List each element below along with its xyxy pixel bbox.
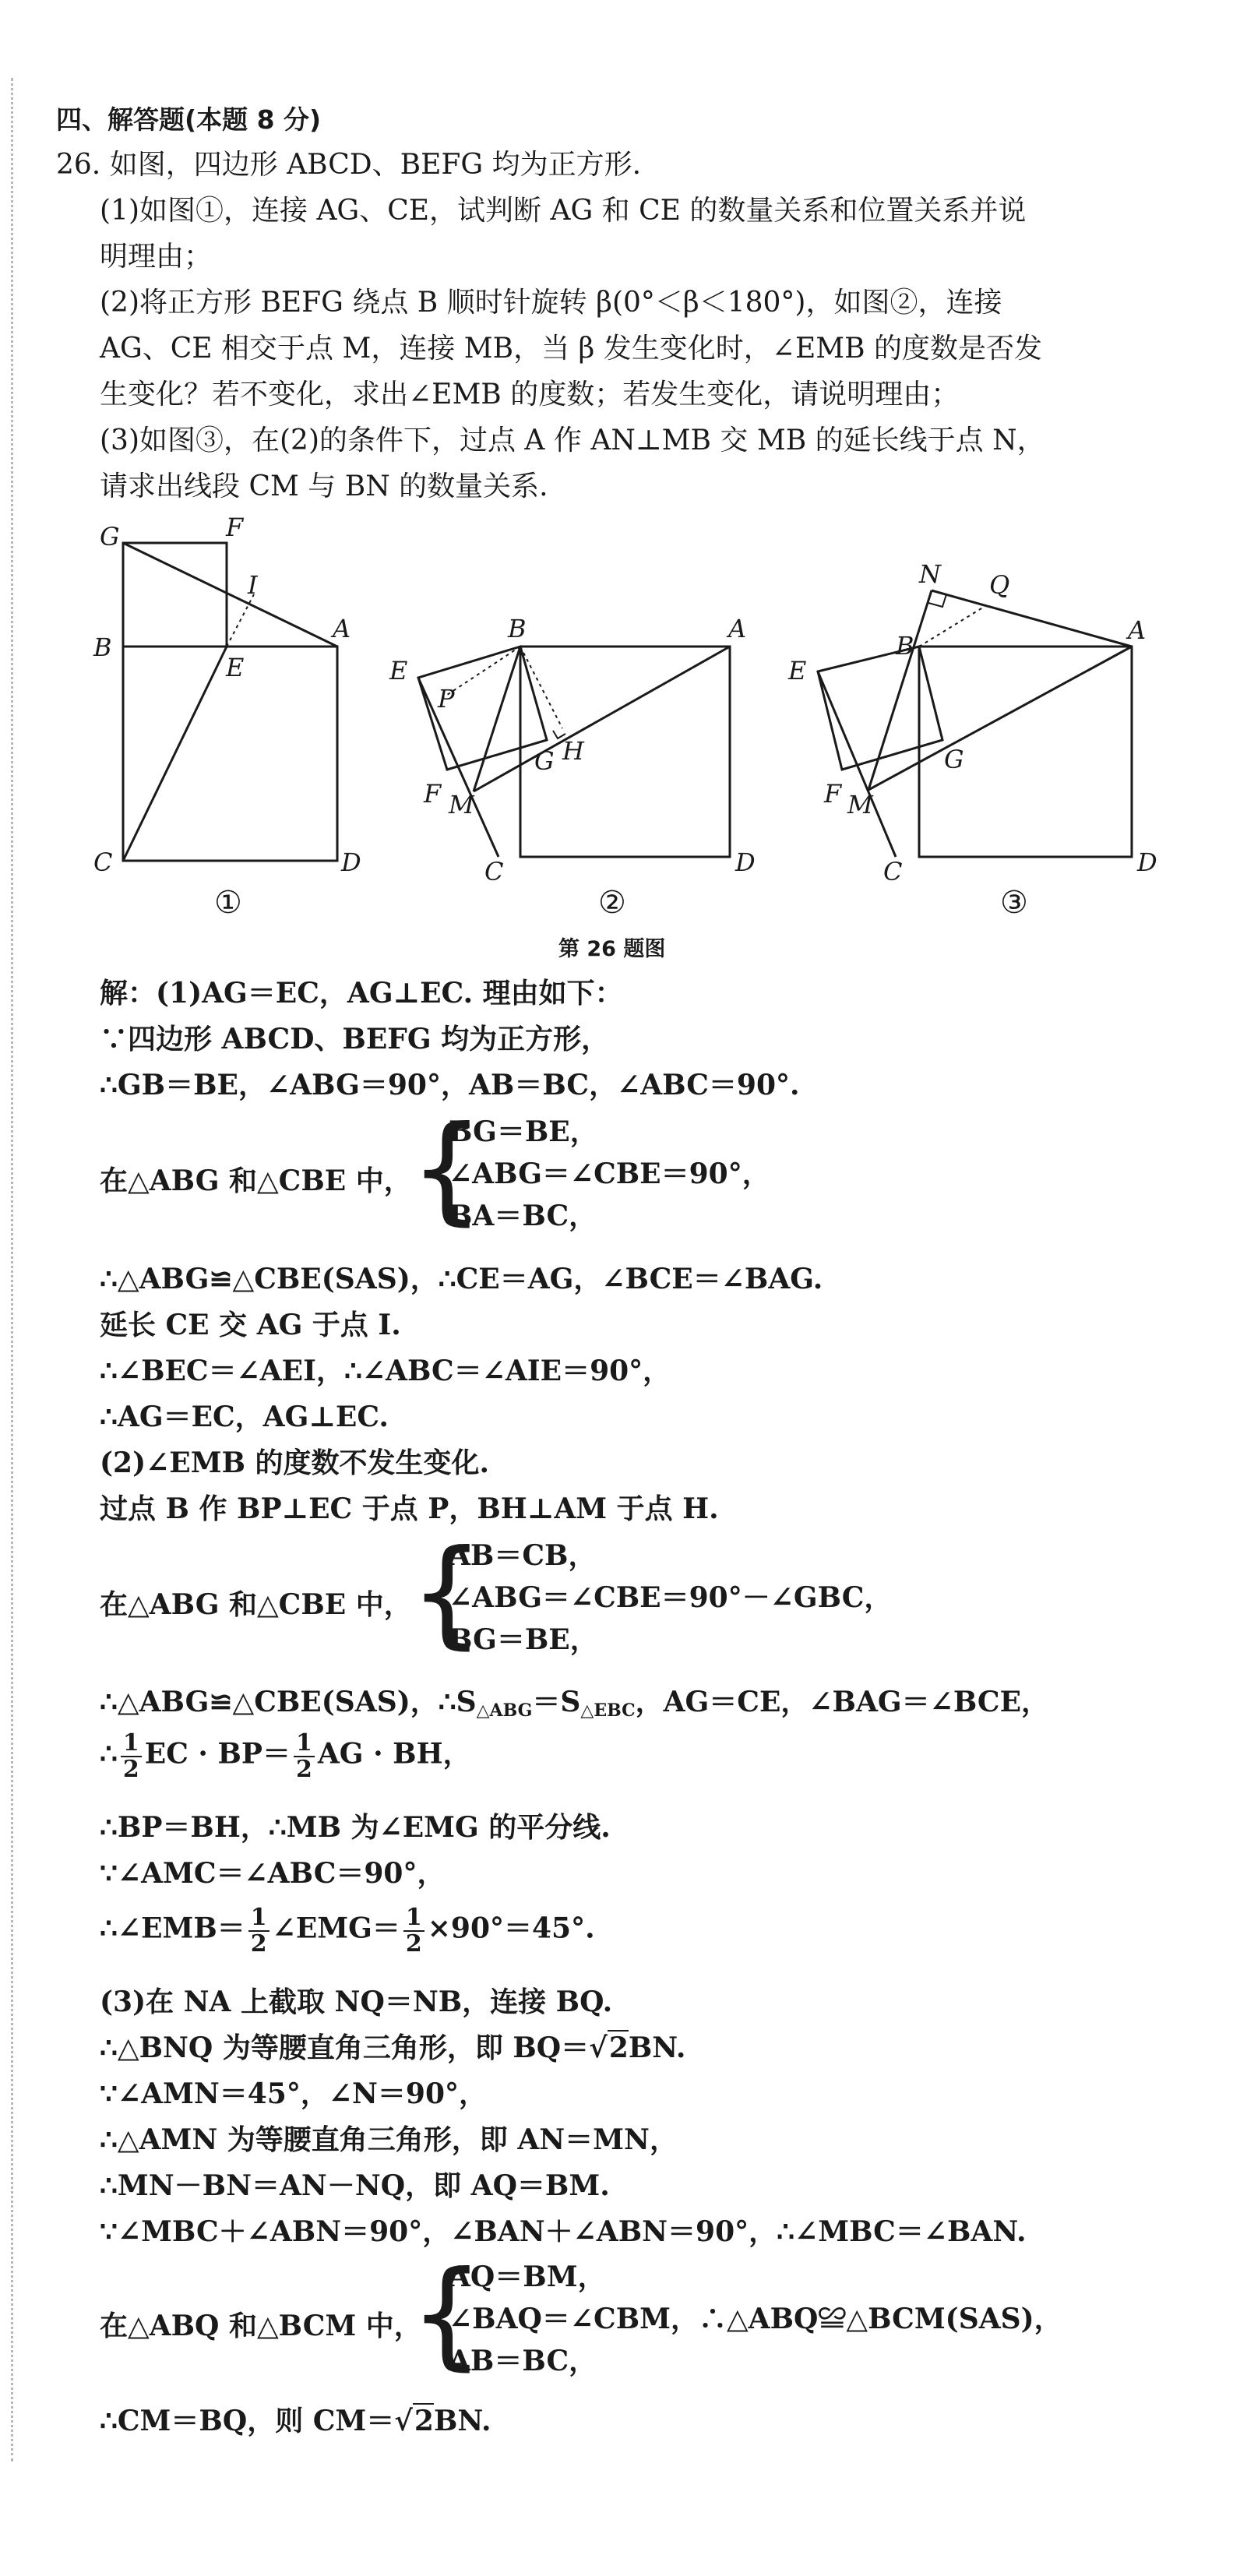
part1-line2: 明理由； xyxy=(100,241,213,273)
fig2-label-p: P xyxy=(438,684,455,714)
fraction-num: 1 xyxy=(121,1731,142,1757)
sol-system-1 xyxy=(449,1111,770,1237)
sys1-eq-2: ∠ABG＝∠CBE＝90°， xyxy=(449,1158,770,1190)
sol-line-12 xyxy=(100,1688,1049,1719)
sys2-eq-1: AB＝CB， xyxy=(449,1539,597,1572)
sol-12-sub-2: △EBC xyxy=(580,1700,636,1721)
sol-line-2: ∵四边形 ABCD、BEFG 均为正方形， xyxy=(100,1023,610,1055)
fraction-den: 2 xyxy=(405,1929,422,1958)
fig3-label-a: A xyxy=(1128,615,1147,645)
fig2-line-am xyxy=(474,647,730,791)
fig1-number: ① xyxy=(214,885,242,921)
fig3-label-d: D xyxy=(1137,848,1157,877)
fig1-square-befg xyxy=(123,543,227,647)
sys2-eq-2: ∠ABG＝∠CBE＝90°－∠GBC， xyxy=(449,1581,893,1614)
sol-system-2 xyxy=(449,1535,892,1661)
fig3-dotted-bq xyxy=(919,606,985,647)
fig2-label-m: M xyxy=(449,790,474,819)
sol-16-part-b: ∠EMG＝ xyxy=(272,1912,400,1945)
fraction-num: 1 xyxy=(248,1905,269,1932)
fraction-den: 2 xyxy=(295,1755,312,1783)
fig3-line-ec xyxy=(818,671,896,857)
sol-line-10: 过点 B 作 BP⊥EC 于点 P，BH⊥AM 于点 H. xyxy=(100,1492,719,1525)
sol-line-14: ∴BP＝BH，∴MB 为∠EMG 的平分线. xyxy=(100,1811,611,1844)
sol-line-22: ∵∠MBC＋∠ABN＝90°，∠BAN＋∠ABN＝90°，∴∠MBC＝∠BAN. xyxy=(100,2215,1027,2248)
sys1-eq-1: BG＝BE， xyxy=(449,1115,598,1148)
fraction-half xyxy=(294,1731,315,1781)
sol-line-9: (2)∠EMB 的度数不发生变化. xyxy=(100,1447,490,1479)
sys2-eq-3: BG＝BE， xyxy=(449,1623,598,1656)
fig2-label-a: A xyxy=(728,614,747,643)
part3-line1: (3)如图③，在(2)的条件下，过点 A 作 AN⊥MB 交 MB 的延长线于点 N， xyxy=(100,425,1045,456)
part3-line2: 请求出线段 CM 与 BN 的数量关系. xyxy=(100,470,548,502)
sol-18-part-b: BN. xyxy=(628,2032,686,2064)
sol-line-19: ∵∠AMN＝45°，∠N＝90°， xyxy=(100,2077,488,2110)
sol-line-17: (3)在 NA 上截取 NQ＝NB，连接 BQ. xyxy=(100,1986,613,2018)
sol-24-part-b: BN. xyxy=(433,2405,491,2437)
fig1-label-e: E xyxy=(226,653,245,682)
sol-13-part-a: ∴ xyxy=(100,1737,118,1771)
fig1-label-f: F xyxy=(226,513,244,542)
fig3-label-g: G xyxy=(944,745,964,774)
sqrt-radicand: 2 xyxy=(414,2405,434,2437)
fraction-num: 1 xyxy=(294,1731,315,1757)
part2-line2: AG、CE 相交于点 M，连接 MB，当 β 发生变化时，∠EMB 的度数是否发 xyxy=(100,333,1042,365)
problem-stem: 26. 如图，四边形 ABCD、BEFG 均为正方形. xyxy=(56,149,642,181)
fig3-line-na xyxy=(932,590,1132,647)
fig2-number: ② xyxy=(598,885,626,921)
fig2-label-e: E xyxy=(389,656,408,685)
fig1-line-ce xyxy=(123,647,227,861)
sol-line-16 xyxy=(100,1905,595,1956)
sol-line-8: ∴AG＝EC，AG⊥EC. xyxy=(100,1401,389,1433)
fig2-label-g: G xyxy=(534,746,555,776)
sol-12-part-a: ∴△ABG≌△CBE(SAS)，∴S xyxy=(100,1686,477,1718)
sol-line-24 xyxy=(100,2407,491,2435)
fig3-label-f: F xyxy=(824,779,842,809)
sys3-eq-1: AQ＝BM， xyxy=(449,2261,606,2293)
sqrt-radicand: 2 xyxy=(608,2032,629,2064)
sol-system-3 xyxy=(449,2256,1062,2382)
fraction-half xyxy=(248,1905,269,1956)
sol-18-part-a: ∴△BNQ 为等腰直角三角形，即 BQ＝√ xyxy=(100,2032,608,2064)
sol-12-part-b: ＝S xyxy=(532,1686,581,1718)
sol-line-6: 延长 CE 交 AG 于点 I. xyxy=(100,1309,401,1341)
fraction-half xyxy=(121,1731,142,1781)
fig2-label-d: D xyxy=(735,848,756,877)
fig3-label-b: B xyxy=(896,631,914,661)
fraction-half xyxy=(403,1905,425,1956)
fig3-label-q: Q xyxy=(989,570,1010,600)
figure-2-labels xyxy=(389,614,756,921)
sol-line-13 xyxy=(100,1731,471,1781)
sol-line-15: ∵∠AMC＝∠ABC＝90°， xyxy=(100,1857,446,1890)
fig1-label-i: I xyxy=(248,570,258,600)
sol-brace-3: { xyxy=(410,2247,484,2382)
sol-16-part-c: ×90°＝45°. xyxy=(427,1912,595,1945)
section-title: 四、解答题(本题 8 分) xyxy=(56,104,322,135)
sol-line-11-prefix: 在△ABG 和△CBE 中， xyxy=(100,1588,412,1621)
sol-13-part-b: EC · BP＝ xyxy=(144,1737,291,1771)
figure-1 xyxy=(123,543,337,861)
figure-3-labels xyxy=(787,559,1157,921)
fig2-label-b: B xyxy=(508,614,527,643)
sol-13-part-c: AG · BH， xyxy=(317,1737,471,1771)
sys1-eq-3: BA＝BC， xyxy=(449,1200,597,1232)
part2-line1: (2)将正方形 BEFG 绕点 B 顺时针旋转 β(0°＜β＜180°)，如图②，连接 xyxy=(100,287,1002,319)
fig3-label-m: M xyxy=(847,790,873,819)
sys3-eq-2: ∠BAQ＝∠CBM，∴△ABQ≌△BCM(SAS)， xyxy=(449,2303,1062,2335)
fig2-dotted-bh xyxy=(520,647,562,728)
fig3-number: ③ xyxy=(1000,885,1028,921)
fig1-label-d: D xyxy=(341,848,361,877)
sol-brace-1: { xyxy=(410,1101,484,1237)
fig2-line-ec xyxy=(418,678,498,857)
fraction-den: 2 xyxy=(122,1755,139,1783)
fig2-label-f: F xyxy=(424,779,442,809)
fraction-den: 2 xyxy=(250,1929,267,1958)
sol-line-4-prefix: 在△ABG 和△CBE 中， xyxy=(100,1165,412,1197)
fig1-label-a: A xyxy=(333,614,351,643)
fraction-num: 1 xyxy=(403,1905,425,1932)
sol-line-1: 解：(1)AG＝EC，AG⊥EC. 理由如下： xyxy=(100,977,623,1010)
sol-12-sub-1: △ABG xyxy=(476,1700,533,1721)
sol-line-5: ∴△ABG≌△CBE(SAS)，∴CE＝AG，∠BCE＝∠BAG. xyxy=(100,1263,823,1295)
sol-line-20: ∴△AMN 为等腰直角三角形，即 AN＝MN， xyxy=(100,2123,678,2156)
fig3-label-c: C xyxy=(883,857,903,886)
fig2-label-h: H xyxy=(562,736,584,766)
fig1-dotted-ei xyxy=(227,594,254,647)
sol-line-21: ∴MN－BN＝AN－NQ，即 AQ＝BM. xyxy=(100,2169,610,2202)
sol-line-18 xyxy=(100,2034,685,2062)
fig3-label-n: N xyxy=(919,559,941,589)
sol-line-23-prefix: 在△ABQ 和△BCM 中， xyxy=(100,2310,422,2342)
figure-caption: 第 26 题图 xyxy=(558,937,666,961)
sol-brace-2: { xyxy=(410,1525,484,1661)
part2-line3: 生变化？若不变化，求出∠EMB 的度数；若发生变化，请说明理由； xyxy=(100,379,960,411)
fig3-right-angle-n xyxy=(928,594,946,607)
sol-line-3: ∴GB＝BE，∠ABG＝90°，AB＝BC，∠ABC＝90°. xyxy=(100,1069,800,1101)
fig1-label-g: G xyxy=(100,522,120,551)
fig3-label-e: E xyxy=(788,656,807,685)
fig2-label-c: C xyxy=(484,857,504,886)
sys3-eq-3: AB＝BC， xyxy=(449,2345,597,2377)
sol-24-part-a: ∴CM＝BQ，则 CM＝√ xyxy=(100,2405,413,2437)
sol-12-part-c: ，AG＝CE，∠BAG＝∠BCE， xyxy=(635,1686,1050,1718)
sol-16-part-a: ∴∠EMB＝ xyxy=(100,1912,245,1945)
part1-line1: (1)如图①，连接 AG、CE，试判断 AG 和 CE 的数量关系和位置关系并说 xyxy=(100,195,1027,227)
geometry-figures xyxy=(0,0,1233,974)
fig1-line-ag xyxy=(123,543,337,647)
fig1-label-c: C xyxy=(93,848,113,877)
fig1-label-b: B xyxy=(93,633,112,662)
sol-line-7: ∴∠BEC＝∠AEI，∴∠ABC＝∠AIE＝90°， xyxy=(100,1355,671,1387)
